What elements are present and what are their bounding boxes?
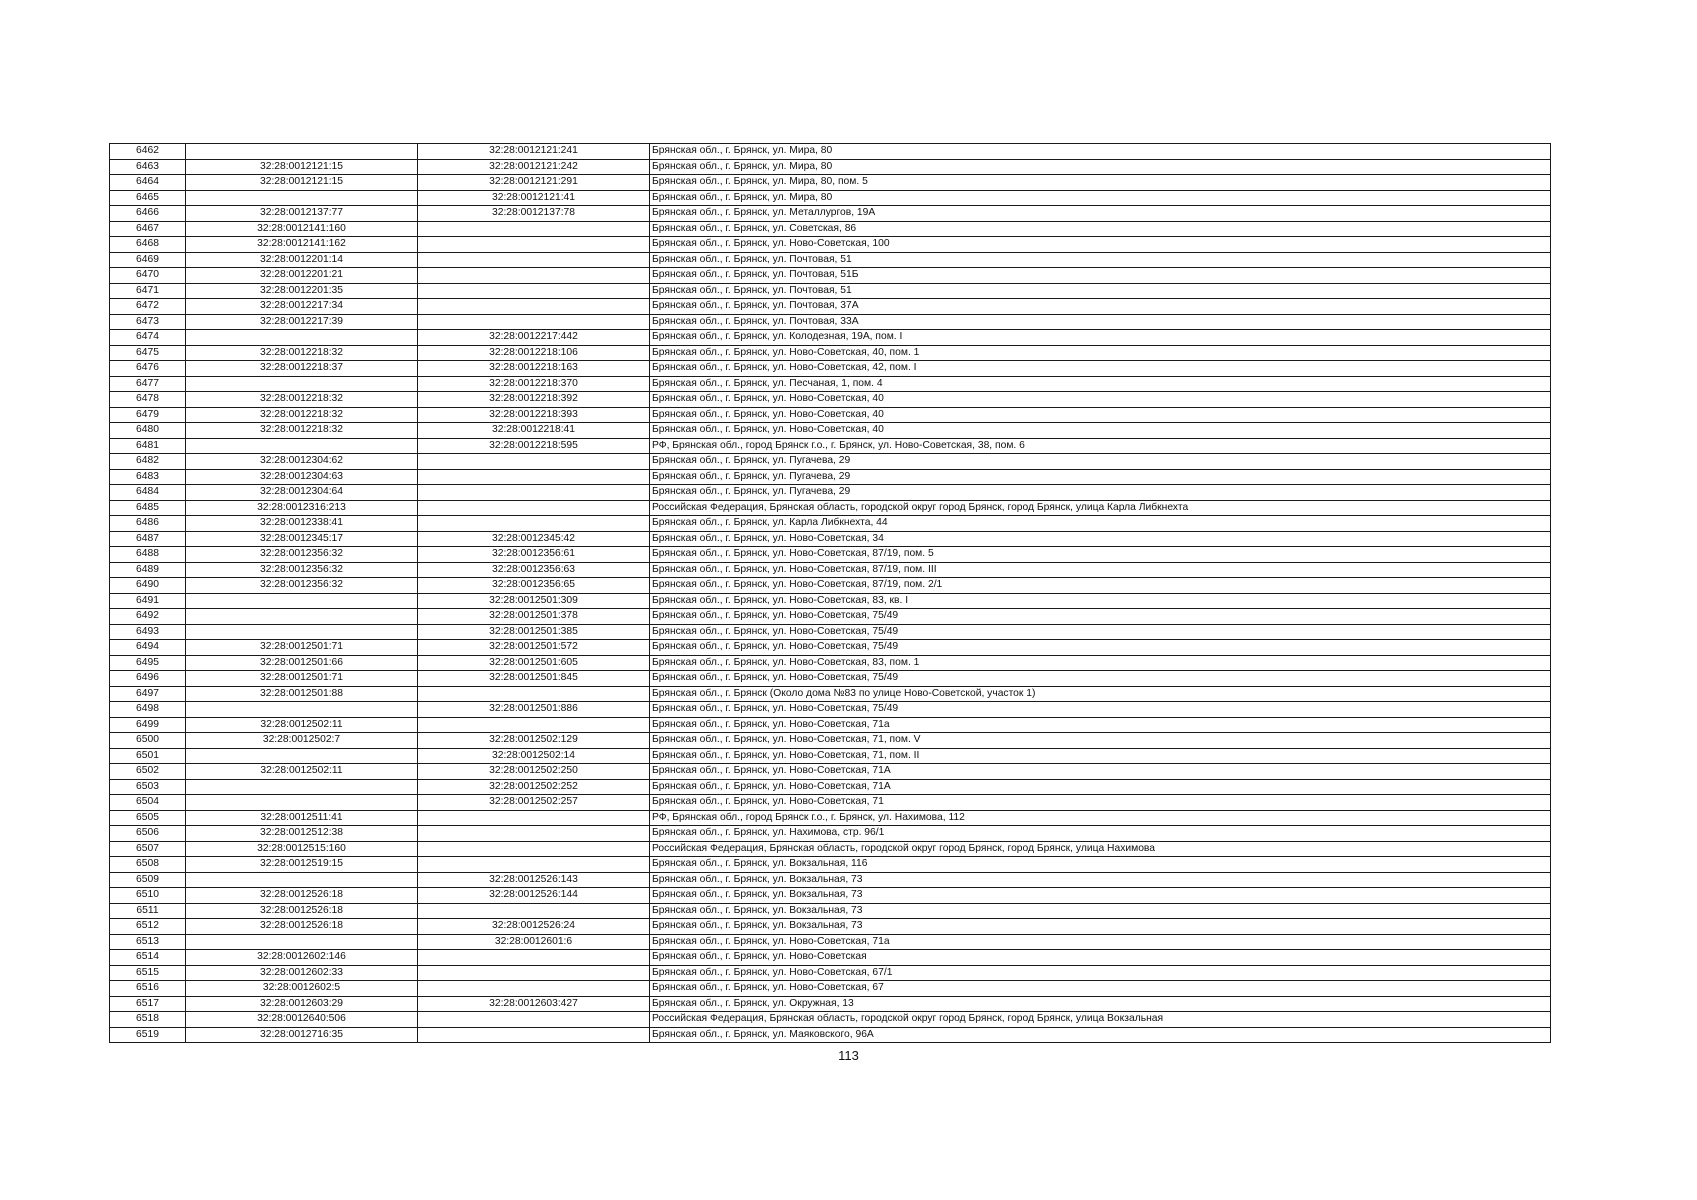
- table-row: [110, 686, 1551, 702]
- cadastral-number-cell: 32:28:0012121:15: [186, 159, 418, 175]
- cadastral-number-cell: [186, 872, 418, 888]
- cadastral-number-cell: 32:28:0012602:146: [186, 950, 418, 966]
- row-number-cell: 6506: [110, 826, 186, 842]
- table-row: [110, 531, 1551, 547]
- address-cell: Брянская обл., г. Брянск, ул. Почтовая, 51Б: [650, 268, 1551, 284]
- object-cadastral-number-cell: 32:28:0012601:6: [418, 934, 650, 950]
- cadastral-number-cell: [186, 376, 418, 392]
- object-cadastral-number-cell: 32:28:0012218:393: [418, 407, 650, 423]
- cadastral-number-cell: 32:28:0012304:63: [186, 469, 418, 485]
- row-number-cell: 6497: [110, 686, 186, 702]
- table-row: [110, 640, 1551, 656]
- address-cell: Брянская обл., г. Брянск, ул. Ново-Советская, 71а: [650, 717, 1551, 733]
- cadastral-number-cell: 32:28:0012501:71: [186, 671, 418, 687]
- address-cell: Брянская обл., г. Брянск, ул. Мира, 80: [650, 144, 1551, 160]
- cadastral-number-cell: [186, 190, 418, 206]
- table-row: [110, 268, 1551, 284]
- object-cadastral-number-cell: 32:28:0012218:106: [418, 345, 650, 361]
- object-cadastral-number-cell: 32:28:0012526:24: [418, 919, 650, 935]
- object-cadastral-number-cell: 32:28:0012356:65: [418, 578, 650, 594]
- object-cadastral-number-cell: 32:28:0012121:241: [418, 144, 650, 160]
- row-number-cell: 6488: [110, 547, 186, 563]
- row-number-cell: 6468: [110, 237, 186, 253]
- cadastral-number-cell: [186, 624, 418, 640]
- object-cadastral-number-cell: [418, 469, 650, 485]
- address-cell: Брянская обл., г. Брянск, ул. Маяковского, 96А: [650, 1027, 1551, 1043]
- object-cadastral-number-cell: 32:28:0012501:385: [418, 624, 650, 640]
- address-cell: Брянская обл., г. Брянск (Около дома №83 по улице Ново-Советской, участок 1): [650, 686, 1551, 702]
- table-row: [110, 500, 1551, 516]
- cadastral-number-cell: 32:28:0012121:15: [186, 175, 418, 191]
- row-number-cell: 6495: [110, 655, 186, 671]
- cadastral-number-cell: [186, 609, 418, 625]
- table-row: [110, 314, 1551, 330]
- table-row: [110, 1027, 1551, 1043]
- table-row: [110, 578, 1551, 594]
- object-cadastral-number-cell: 32:28:0012501:605: [418, 655, 650, 671]
- table-row: [110, 299, 1551, 315]
- table-row: [110, 826, 1551, 842]
- address-cell: Брянская обл., г. Брянск, ул. Ново-Советская, 75/49: [650, 702, 1551, 718]
- object-cadastral-number-cell: 32:28:0012502:14: [418, 748, 650, 764]
- row-number-cell: 6509: [110, 872, 186, 888]
- row-number-cell: 6504: [110, 795, 186, 811]
- cadastral-number-cell: 32:28:0012218:32: [186, 407, 418, 423]
- row-number-cell: 6503: [110, 779, 186, 795]
- row-number-cell: 6513: [110, 934, 186, 950]
- address-cell: Российская Федерация, Брянская область, городской округ город Брянск, город Брянск, улица Нахимова: [650, 841, 1551, 857]
- address-cell: Брянская обл., г. Брянск, ул. Ново-Советская, 34: [650, 531, 1551, 547]
- address-cell: Брянская обл., г. Брянск, ул. Ново-Советская, 67/1: [650, 965, 1551, 981]
- table-row: [110, 950, 1551, 966]
- object-cadastral-number-cell: 32:28:0012218:392: [418, 392, 650, 408]
- object-cadastral-number-cell: 32:28:0012121:41: [418, 190, 650, 206]
- object-cadastral-number-cell: 32:28:0012501:309: [418, 593, 650, 609]
- address-cell: Брянская обл., г. Брянск, ул. Вокзальная, 73: [650, 919, 1551, 935]
- address-cell: Брянская обл., г. Брянск, ул. Колодезная, 19А, пом. I: [650, 330, 1551, 346]
- table-row: [110, 841, 1551, 857]
- cadastral-number-cell: 32:28:0012716:35: [186, 1027, 418, 1043]
- cadastral-number-cell: 32:28:0012137:77: [186, 206, 418, 222]
- object-cadastral-number-cell: [418, 857, 650, 873]
- cadastral-number-cell: 32:28:0012304:62: [186, 454, 418, 470]
- row-number-cell: 6463: [110, 159, 186, 175]
- cadastral-number-cell: 32:28:0012526:18: [186, 903, 418, 919]
- table-row: [110, 547, 1551, 563]
- address-cell: Брянская обл., г. Брянск, ул. Песчаная, 1, пом. 4: [650, 376, 1551, 392]
- row-number-cell: 6491: [110, 593, 186, 609]
- object-cadastral-number-cell: [418, 516, 650, 532]
- table-row: [110, 144, 1551, 160]
- address-cell: Брянская обл., г. Брянск, ул. Ново-Советская, 87/19, пом. III: [650, 562, 1551, 578]
- cadastral-number-cell: 32:28:0012217:34: [186, 299, 418, 315]
- row-number-cell: 6465: [110, 190, 186, 206]
- cadastral-number-cell: [186, 438, 418, 454]
- address-cell: Брянская обл., г. Брянск, ул. Ново-Советская, 71А: [650, 779, 1551, 795]
- address-cell: Брянская обл., г. Брянск, ул. Пугачева, 29: [650, 485, 1551, 501]
- address-cell: Брянская обл., г. Брянск, ул. Ново-Советская, 83, кв. I: [650, 593, 1551, 609]
- table-row: [110, 748, 1551, 764]
- cadastral-number-cell: [186, 144, 418, 160]
- table-row: [110, 702, 1551, 718]
- object-cadastral-number-cell: [418, 826, 650, 842]
- row-number-cell: 6473: [110, 314, 186, 330]
- address-cell: Брянская обл., г. Брянск, ул. Нахимова, стр. 96/1: [650, 826, 1551, 842]
- object-cadastral-number-cell: [418, 268, 650, 284]
- row-number-cell: 6514: [110, 950, 186, 966]
- table-row: [110, 965, 1551, 981]
- address-cell: Брянская обл., г. Брянск, ул. Вокзальная, 116: [650, 857, 1551, 873]
- row-number-cell: 6476: [110, 361, 186, 377]
- address-cell: Брянская обл., г. Брянск, ул. Ново-Советская, 75/49: [650, 671, 1551, 687]
- address-cell: Российская Федерация, Брянская область, городской округ город Брянск, город Брянск, улица Карла Либкнехта: [650, 500, 1551, 516]
- table-row: [110, 764, 1551, 780]
- table-row: [110, 252, 1551, 268]
- object-cadastral-number-cell: [418, 981, 650, 997]
- row-number-cell: 6490: [110, 578, 186, 594]
- cadastral-number-cell: 32:28:0012201:14: [186, 252, 418, 268]
- table-row: [110, 903, 1551, 919]
- table-row: [110, 655, 1551, 671]
- address-cell: Брянская обл., г. Брянск, ул. Ново-Советская, 40: [650, 423, 1551, 439]
- address-cell: РФ, Брянская обл., город Брянск г.о., г. Брянск, ул. Ново-Советская, 38, пом. 6: [650, 438, 1551, 454]
- table-row: [110, 407, 1551, 423]
- row-number-cell: 6501: [110, 748, 186, 764]
- address-cell: Брянская обл., г. Брянск, ул. Пугачева, 29: [650, 454, 1551, 470]
- row-number-cell: 6508: [110, 857, 186, 873]
- address-cell: Брянская обл., г. Брянск, ул. Ново-Советская: [650, 950, 1551, 966]
- row-number-cell: 6480: [110, 423, 186, 439]
- address-cell: Брянская обл., г. Брянск, ул. Мира, 80: [650, 159, 1551, 175]
- cadastral-number-cell: 32:28:0012338:41: [186, 516, 418, 532]
- address-cell: Брянская обл., г. Брянск, ул. Ново-Советская, 40: [650, 392, 1551, 408]
- address-cell: РФ, Брянская обл., город Брянск г.о., г. Брянск, ул. Нахимова, 112: [650, 810, 1551, 826]
- cadastral-number-cell: 32:28:0012502:11: [186, 764, 418, 780]
- cadastral-number-cell: 32:28:0012345:17: [186, 531, 418, 547]
- row-number-cell: 6478: [110, 392, 186, 408]
- table-row: [110, 888, 1551, 904]
- object-cadastral-number-cell: 32:28:0012502:257: [418, 795, 650, 811]
- table-row: [110, 423, 1551, 439]
- row-number-cell: 6472: [110, 299, 186, 315]
- cadastral-number-cell: 32:28:0012201:21: [186, 268, 418, 284]
- table-row: [110, 857, 1551, 873]
- object-cadastral-number-cell: [418, 299, 650, 315]
- object-cadastral-number-cell: 32:28:0012218:370: [418, 376, 650, 392]
- row-number-cell: 6493: [110, 624, 186, 640]
- registry-table-body: [110, 144, 1551, 1043]
- table-row: [110, 609, 1551, 625]
- table-row: [110, 981, 1551, 997]
- address-cell: Брянская обл., г. Брянск, ул. Ново-Советская, 100: [650, 237, 1551, 253]
- table-row: [110, 872, 1551, 888]
- object-cadastral-number-cell: [418, 237, 650, 253]
- address-cell: Брянская обл., г. Брянск, ул. Почтовая, 33А: [650, 314, 1551, 330]
- address-cell: Брянская обл., г. Брянск, ул. Ново-Советская, 40, пом. 1: [650, 345, 1551, 361]
- address-cell: Брянская обл., г. Брянск, ул. Почтовая, 51: [650, 283, 1551, 299]
- object-cadastral-number-cell: 32:28:0012501:572: [418, 640, 650, 656]
- table-row: [110, 934, 1551, 950]
- object-cadastral-number-cell: 32:28:0012603:427: [418, 996, 650, 1012]
- object-cadastral-number-cell: [418, 717, 650, 733]
- address-cell: Брянская обл., г. Брянск, ул. Ново-Советская, 71, пом. V: [650, 733, 1551, 749]
- row-number-cell: 6516: [110, 981, 186, 997]
- table-row: [110, 733, 1551, 749]
- row-number-cell: 6502: [110, 764, 186, 780]
- row-number-cell: 6475: [110, 345, 186, 361]
- table-row: [110, 485, 1551, 501]
- row-number-cell: 6486: [110, 516, 186, 532]
- cadastral-number-cell: 32:28:0012218:32: [186, 392, 418, 408]
- address-cell: Брянская обл., г. Брянск, ул. Советская, 86: [650, 221, 1551, 237]
- address-cell: Брянская обл., г. Брянск, ул. Ново-Советская, 71, пом. II: [650, 748, 1551, 764]
- cadastral-number-cell: [186, 748, 418, 764]
- table-row: [110, 919, 1551, 935]
- object-cadastral-number-cell: 32:28:0012502:252: [418, 779, 650, 795]
- cadastral-number-cell: 32:28:0012217:39: [186, 314, 418, 330]
- object-cadastral-number-cell: [418, 454, 650, 470]
- object-cadastral-number-cell: 32:28:0012501:378: [418, 609, 650, 625]
- table-row: [110, 330, 1551, 346]
- row-number-cell: 6512: [110, 919, 186, 935]
- row-number-cell: 6462: [110, 144, 186, 160]
- table-row: [110, 175, 1551, 191]
- object-cadastral-number-cell: [418, 500, 650, 516]
- object-cadastral-number-cell: [418, 950, 650, 966]
- cadastral-number-cell: 32:28:0012218:37: [186, 361, 418, 377]
- cadastral-number-cell: 32:28:0012141:160: [186, 221, 418, 237]
- object-cadastral-number-cell: 32:28:0012121:291: [418, 175, 650, 191]
- address-cell: Брянская обл., г. Брянск, ул. Пугачева, 29: [650, 469, 1551, 485]
- table-row: [110, 345, 1551, 361]
- table-row: [110, 810, 1551, 826]
- row-number-cell: 6483: [110, 469, 186, 485]
- row-number-cell: 6518: [110, 1012, 186, 1028]
- cadastral-number-cell: 32:28:0012218:32: [186, 423, 418, 439]
- object-cadastral-number-cell: 32:28:0012121:242: [418, 159, 650, 175]
- address-cell: Брянская обл., г. Брянск, ул. Ново-Советская, 75/49: [650, 609, 1551, 625]
- address-cell: Брянская обл., г. Брянск, ул. Металлургов, 19А: [650, 206, 1551, 222]
- row-number-cell: 6479: [110, 407, 186, 423]
- row-number-cell: 6466: [110, 206, 186, 222]
- row-number-cell: 6487: [110, 531, 186, 547]
- cadastral-number-cell: 32:28:0012316:213: [186, 500, 418, 516]
- cadastral-number-cell: 32:28:0012501:88: [186, 686, 418, 702]
- row-number-cell: 6499: [110, 717, 186, 733]
- cadastral-number-cell: [186, 779, 418, 795]
- address-cell: Брянская обл., г. Брянск, ул. Ново-Советская, 71: [650, 795, 1551, 811]
- object-cadastral-number-cell: 32:28:0012526:144: [418, 888, 650, 904]
- address-cell: Брянская обл., г. Брянск, ул. Почтовая, 51: [650, 252, 1551, 268]
- table-row: [110, 206, 1551, 222]
- cadastral-number-cell: [186, 702, 418, 718]
- address-cell: Брянская обл., г. Брянск, ул. Мира, 80, пом. 5: [650, 175, 1551, 191]
- row-number-cell: 6507: [110, 841, 186, 857]
- row-number-cell: 6471: [110, 283, 186, 299]
- table-row: [110, 996, 1551, 1012]
- table-row: [110, 454, 1551, 470]
- table-row: [110, 159, 1551, 175]
- row-number-cell: 6496: [110, 671, 186, 687]
- table-row: [110, 516, 1551, 532]
- cadastral-number-cell: 32:28:0012502:11: [186, 717, 418, 733]
- row-number-cell: 6489: [110, 562, 186, 578]
- object-cadastral-number-cell: [418, 686, 650, 702]
- cadastral-number-cell: 32:28:0012526:18: [186, 888, 418, 904]
- cadastral-number-cell: 32:28:0012526:18: [186, 919, 418, 935]
- address-cell: Брянская обл., г. Брянск, ул. Карла Либкнехта, 44: [650, 516, 1551, 532]
- object-cadastral-number-cell: 32:28:0012356:61: [418, 547, 650, 563]
- object-cadastral-number-cell: 32:28:0012356:63: [418, 562, 650, 578]
- object-cadastral-number-cell: [418, 1027, 650, 1043]
- row-number-cell: 6519: [110, 1027, 186, 1043]
- row-number-cell: 6505: [110, 810, 186, 826]
- cadastral-number-cell: 32:28:0012511:41: [186, 810, 418, 826]
- object-cadastral-number-cell: 32:28:0012137:78: [418, 206, 650, 222]
- address-cell: Брянская обл., г. Брянск, ул. Ново-Советская, 83, пом. 1: [650, 655, 1551, 671]
- address-cell: Брянская обл., г. Брянск, ул. Мира, 80: [650, 190, 1551, 206]
- object-cadastral-number-cell: [418, 221, 650, 237]
- row-number-cell: 6498: [110, 702, 186, 718]
- row-number-cell: 6492: [110, 609, 186, 625]
- object-cadastral-number-cell: [418, 841, 650, 857]
- table-row: [110, 717, 1551, 733]
- object-cadastral-number-cell: [418, 252, 650, 268]
- row-number-cell: 6474: [110, 330, 186, 346]
- address-cell: Брянская обл., г. Брянск, ул. Вокзальная, 73: [650, 903, 1551, 919]
- row-number-cell: 6467: [110, 221, 186, 237]
- address-cell: Брянская обл., г. Брянск, ул. Ново-Советская, 75/49: [650, 640, 1551, 656]
- row-number-cell: 6484: [110, 485, 186, 501]
- object-cadastral-number-cell: [418, 903, 650, 919]
- object-cadastral-number-cell: [418, 485, 650, 501]
- table-row: [110, 593, 1551, 609]
- cadastral-number-cell: 32:28:0012201:35: [186, 283, 418, 299]
- row-number-cell: 6510: [110, 888, 186, 904]
- table-row: [110, 795, 1551, 811]
- table-row: [110, 1012, 1551, 1028]
- table-row: [110, 779, 1551, 795]
- cadastral-number-cell: 32:28:0012141:162: [186, 237, 418, 253]
- cadastral-number-cell: 32:28:0012304:64: [186, 485, 418, 501]
- address-cell: Брянская обл., г. Брянск, ул. Окружная, 13: [650, 996, 1551, 1012]
- table-row: [110, 221, 1551, 237]
- address-cell: Брянская обл., г. Брянск, ул. Ново-Советская, 87/19, пом. 2/1: [650, 578, 1551, 594]
- cadastral-number-cell: 32:28:0012356:32: [186, 578, 418, 594]
- object-cadastral-number-cell: [418, 1012, 650, 1028]
- row-number-cell: 6500: [110, 733, 186, 749]
- address-cell: Брянская обл., г. Брянск, ул. Ново-Советская, 67: [650, 981, 1551, 997]
- cadastral-number-cell: 32:28:0012356:32: [186, 562, 418, 578]
- table-row: [110, 392, 1551, 408]
- table-row: [110, 237, 1551, 253]
- object-cadastral-number-cell: [418, 810, 650, 826]
- object-cadastral-number-cell: 32:28:0012218:163: [418, 361, 650, 377]
- row-number-cell: 6482: [110, 454, 186, 470]
- row-number-cell: 6517: [110, 996, 186, 1012]
- address-cell: Брянская обл., г. Брянск, ул. Ново-Советская, 71А: [650, 764, 1551, 780]
- table-row: [110, 562, 1551, 578]
- object-cadastral-number-cell: 32:28:0012501:886: [418, 702, 650, 718]
- cadastral-number-cell: 32:28:0012640:506: [186, 1012, 418, 1028]
- object-cadastral-number-cell: 32:28:0012502:129: [418, 733, 650, 749]
- cadastral-number-cell: [186, 795, 418, 811]
- address-cell: Брянская обл., г. Брянск, ул. Почтовая, 37А: [650, 299, 1551, 315]
- row-number-cell: 6469: [110, 252, 186, 268]
- cadastral-number-cell: 32:28:0012519:15: [186, 857, 418, 873]
- cadastral-number-cell: 32:28:0012515:160: [186, 841, 418, 857]
- cadastral-number-cell: 32:28:0012512:38: [186, 826, 418, 842]
- address-cell: Брянская обл., г. Брянск, ул. Ново-Советская, 75/49: [650, 624, 1551, 640]
- object-cadastral-number-cell: 32:28:0012218:595: [418, 438, 650, 454]
- row-number-cell: 6464: [110, 175, 186, 191]
- property-registry-table: [109, 143, 1551, 1043]
- table-row: [110, 361, 1551, 377]
- address-cell: Брянская обл., г. Брянск, ул. Вокзальная, 73: [650, 888, 1551, 904]
- table-row: [110, 376, 1551, 392]
- address-cell: Брянская обл., г. Брянск, ул. Ново-Советская, 40: [650, 407, 1551, 423]
- row-number-cell: 6494: [110, 640, 186, 656]
- cadastral-number-cell: 32:28:0012603:29: [186, 996, 418, 1012]
- table-row: [110, 671, 1551, 687]
- address-cell: Брянская обл., г. Брянск, ул. Вокзальная, 73: [650, 872, 1551, 888]
- object-cadastral-number-cell: 32:28:0012218:41: [418, 423, 650, 439]
- table-row: [110, 624, 1551, 640]
- cadastral-number-cell: 32:28:0012501:71: [186, 640, 418, 656]
- cadastral-number-cell: 32:28:0012356:32: [186, 547, 418, 563]
- object-cadastral-number-cell: 32:28:0012526:143: [418, 872, 650, 888]
- table-row: [110, 469, 1551, 485]
- object-cadastral-number-cell: 32:28:0012502:250: [418, 764, 650, 780]
- table-row: [110, 438, 1551, 454]
- cadastral-number-cell: 32:28:0012602:33: [186, 965, 418, 981]
- address-cell: Брянская обл., г. Брянск, ул. Ново-Советская, 87/19, пом. 5: [650, 547, 1551, 563]
- object-cadastral-number-cell: 32:28:0012345:42: [418, 531, 650, 547]
- row-number-cell: 6470: [110, 268, 186, 284]
- cadastral-number-cell: [186, 593, 418, 609]
- cadastral-number-cell: 32:28:0012501:66: [186, 655, 418, 671]
- object-cadastral-number-cell: 32:28:0012217:442: [418, 330, 650, 346]
- table-row: [110, 190, 1551, 206]
- row-number-cell: 6477: [110, 376, 186, 392]
- object-cadastral-number-cell: [418, 965, 650, 981]
- row-number-cell: 6481: [110, 438, 186, 454]
- object-cadastral-number-cell: [418, 283, 650, 299]
- address-cell: Брянская обл., г. Брянск, ул. Ново-Советская, 42, пом. I: [650, 361, 1551, 377]
- cadastral-number-cell: 32:28:0012502:7: [186, 733, 418, 749]
- cadastral-number-cell: [186, 934, 418, 950]
- cadastral-number-cell: [186, 330, 418, 346]
- cadastral-number-cell: 32:28:0012218:32: [186, 345, 418, 361]
- address-cell: Брянская обл., г. Брянск, ул. Ново-Советская, 71а: [650, 934, 1551, 950]
- address-cell: Российская Федерация, Брянская область, городской округ город Брянск, город Брянск, улица Вокзальная: [650, 1012, 1551, 1028]
- object-cadastral-number-cell: 32:28:0012501:845: [418, 671, 650, 687]
- row-number-cell: 6511: [110, 903, 186, 919]
- page-number: 113: [838, 1048, 859, 1063]
- cadastral-number-cell: 32:28:0012602:5: [186, 981, 418, 997]
- table-row: [110, 283, 1551, 299]
- object-cadastral-number-cell: [418, 314, 650, 330]
- row-number-cell: 6515: [110, 965, 186, 981]
- row-number-cell: 6485: [110, 500, 186, 516]
